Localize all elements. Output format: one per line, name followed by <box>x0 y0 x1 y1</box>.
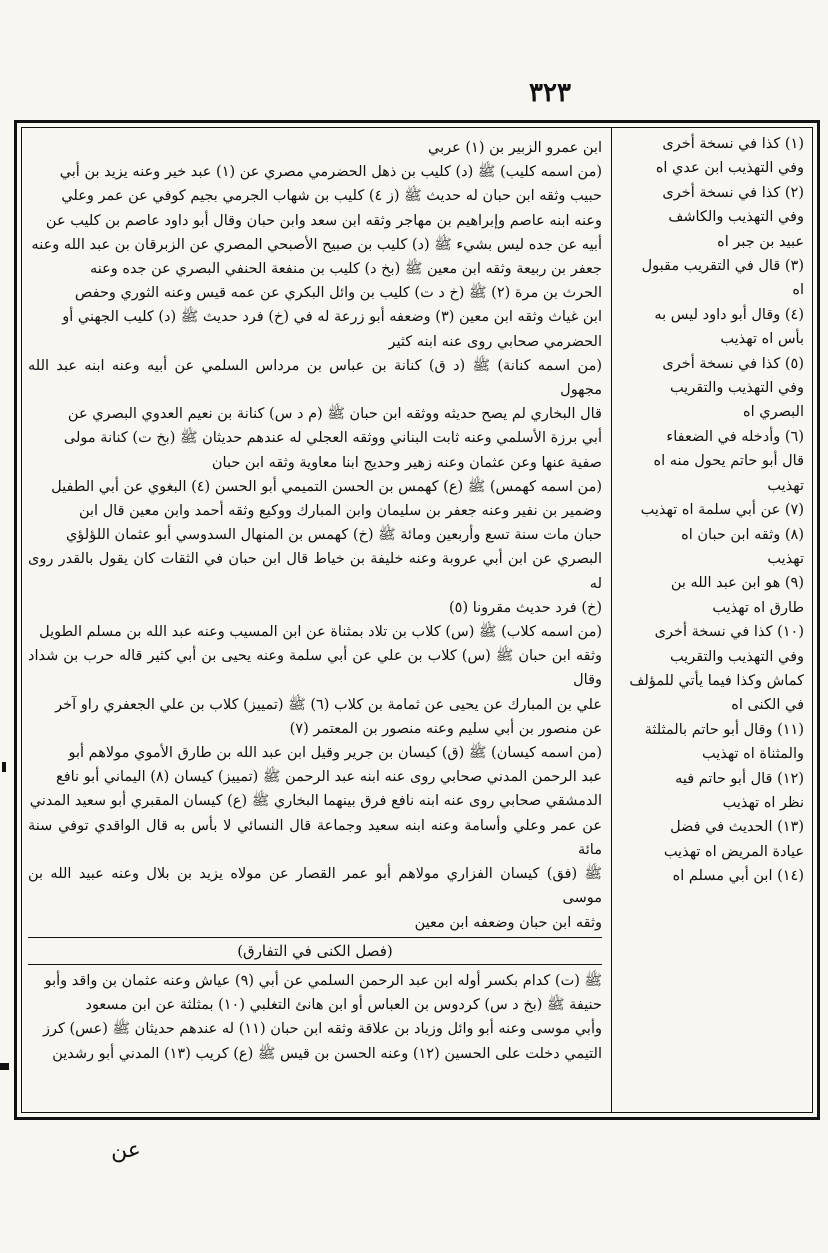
text-line: ﷺ (فق) كيسان الفزاري مولاهم أبو عمر القصار عن مولاه يزيد بن بلال وعنه عبيد الله بن موسى <box>28 866 602 907</box>
text-line: أبيه عن جده ليس بشيء ﷺ (د) كليب بن صبيح الأصبحي المصري عن الزبرقان بن عبد الله وعنه <box>31 236 602 253</box>
footnote: البصري اه <box>743 404 804 421</box>
footnote: (١٠) كذا في نسخة أخرى <box>654 624 804 641</box>
text-line: وعنه ابنه عاصم وإبراهيم بن مهاجر وثقه ابن سعد وابن حبان وقال أبو داود عاصم بن كليب عن <box>45 212 602 229</box>
text-line: حبيب وثقه ابن حبان له حديث ﷺ (ز ٤) كليب بن شهاب الجرمي بجيم كوفي عن عمر وعلي <box>61 188 602 205</box>
column-divider <box>611 128 612 1112</box>
footnote: قال أبو حاتم يحول منه اه <box>653 453 804 470</box>
page-frame <box>14 120 820 1120</box>
text-line: (من اسمه كهمس) ﷺ (ع) كهمس بن الحسن التميمي أبو الحسن (٤) البغوي عن أبي الطفيل <box>51 478 602 495</box>
footnote: (٤) وقال أبو داود ليس به <box>654 306 804 323</box>
text-line: وضمير بن نفير وعنه جعفر بن سليمان وابن المبارك ووكيع وثقه أحمد وابن معين قال ابن <box>78 503 602 520</box>
scan-edge-mark <box>0 1063 9 1070</box>
footnote: اه <box>792 282 804 299</box>
text-line: عبد الرحمن المدني صحابي روى عنه ابنه عبد الرحمن ﷺ (تمييز) كيسان (٨) اليماني أبو نافع <box>55 769 602 786</box>
footnote: تهذيب <box>767 550 804 567</box>
text-line: عن عمر وعلي وأسامة وعنه ابنه سعيد وجماعة قال النسائي لا بأس به قال الواقدي توفي سنة مائة <box>28 817 602 858</box>
footnote: (٦) وأدخله في الضعفاء <box>666 428 804 445</box>
footnote: (٨) وثقه ابن حبان اه <box>681 526 804 543</box>
footnote: (١٣) الحديث في فضل <box>670 819 804 836</box>
text-line: حبان مات سنة تسع وأربعين ومائة ﷺ (خ) كهمس بن المنهال السدوسي أبو عثمان اللؤلؤي <box>65 527 602 544</box>
footnote: وفي التهذيب والكاشف <box>668 209 804 226</box>
text-line: التيمي دخلت على الحسين (١٢) وعنه الحسن بن قيس ﷺ (ع) كريب (١٣) المدني أبو رشدين <box>52 1045 602 1062</box>
footnote: والمثناة اه تهذيب <box>701 746 804 763</box>
footnote: وفي التهذيب والتقريب <box>669 648 804 665</box>
text-line: وثقه ابن حبان وضعفه ابن معين <box>414 914 602 931</box>
text-line: (من اسمه كيسان) ﷺ (ق) كيسان بن جرير وقيل ابن عبد الله بن طارق الأموي مولاهم أبو <box>68 745 602 762</box>
footnote: نظر اه تهذيب <box>722 794 804 811</box>
footnote: عبيد بن جبر اه <box>717 233 804 250</box>
text-line: (من اسمه كنانة) ﷺ (د ق) كنانة بن عباس بن مرداس السلمي عن أبيه وعنه ابنه عبد الله مجهول <box>28 357 602 399</box>
text-line: ابن عمرو الزبير بن (١) عربي <box>427 140 602 156</box>
footnote: تهذيب <box>767 477 804 494</box>
text-line: صفية عنها وعن عثمان وعنه زهير وحديج ابنا معاوية وثقه ابن حبان <box>211 454 602 471</box>
footnote: (٩) هو ابن عبد الله بن <box>670 575 804 592</box>
section-heading: (فصل الكنى في التفارق) <box>28 937 602 965</box>
text-line: (من اسمه كليب) ﷺ (د) كليب بن ذهل الحضرمي مصري عن (١) عبد خير وعنه يزيد بن أبي <box>59 164 602 181</box>
text-line: (خ) فرد حديث مقرونا (٥) <box>448 599 602 616</box>
scan-edge-mark <box>2 762 6 772</box>
text-line: الحضرمي صحابي روى عنه ابنه كثير <box>388 333 602 350</box>
footnote: كماش وكذا فيما يأتي للمؤلف <box>629 672 804 689</box>
footnote: في الكنى اه <box>731 697 804 714</box>
footnote: (٥) كذا في نسخة أخرى <box>662 355 804 372</box>
text-line: علي بن المبارك عن يحيى عن ثمامة بن كلاب (٦) ﷺ (تمييز) كلاب بن علي الجعفري راو آخر <box>55 696 602 713</box>
text-line: جعفر بن ربيعة وثقه ابن معين ﷺ (بخ د) كليب بن منفعة الحنفي البصري عن جده وعنه <box>89 261 602 278</box>
text-line: حنيفة ﷺ (بخ د س) كردوس بن العباس أو ابن هانئ التغلبي (١٠) بمثلثة عن ابن مسعود <box>85 997 602 1014</box>
footnote: (٧) عن أبي سلمة اه تهذيب <box>640 502 804 519</box>
page-number: ٣٢٣ <box>529 78 571 108</box>
footnote: عيادة المريض اه تهذيب <box>663 843 804 860</box>
text-line: ابن غياث وثقه ابن معين (٣) وضعفه أبو زرعة له في (خ) فرد حديث ﷺ (د) كليب الجهني أو <box>62 309 602 326</box>
text-line: ﷺ (ت) كدام بكسر أوله ابن عبد الرحمن السلمي عن أبي (٩) عياش وعنه عثمان بن واقد وأبو <box>44 972 602 989</box>
text-line: (من اسمه كلاب) ﷺ (س) كلاب بن تلاد بمثناة عن ابن المسيب وعنه عبد الله بن مسلم الطويل <box>39 624 602 641</box>
text-line: وأبي موسى وعنه أبو وائل وزياد بن علاقة وثقه ابن حبان (١١) له عندهم حديثان ﷺ (عس) كرز <box>42 1021 602 1038</box>
footnote: بأس اه تهذيب <box>720 331 804 348</box>
text-line: أبي برزة الأسلمي وعنه ثابت البناني ووثقه العجلي له عندهم حديثان ﷺ (بخ ت) كنانة مولى <box>63 430 602 447</box>
footnote: (١٤) ابن أبي مسلم اه <box>672 868 804 885</box>
footnote: طارق اه تهذيب <box>712 599 804 616</box>
page-frame-inner <box>21 127 813 1113</box>
footnote: (١١) وقال أبو حاتم بالمثلثة <box>644 721 804 738</box>
catchword: عن <box>111 1138 141 1163</box>
text-line: قال البخاري لم يصح حديثه ووثقه ابن حبان ﷺ (م د س) كنانة بن نعيم العدوي البصري عن <box>67 406 602 423</box>
main-text-column <box>22 128 610 1112</box>
text-line: البصري عن ابن أبي عروبة وعنه خليفة بن خياط قال ابن حبان في الثقات كان يقول بالقدر روى له <box>28 551 602 592</box>
footnote: وفي التهذيب والتقريب <box>669 380 804 397</box>
footnote: وفي التهذيب ابن عدي اه <box>655 160 804 177</box>
text-line: وثقه ابن حبان ﷺ (س) كلاب بن علي عن أبي سلمة وعنه يحيى بن أبي كثير قاله حرب بن شداد وقال <box>28 648 602 689</box>
text-line: عن منصور بن أبي سليم وعنه منصور بن المعتمر (٧) <box>289 720 602 737</box>
text-line: الدمشقي صحابي روى عنه ابنه نافع فرق بينهما البخاري ﷺ (ع) كيسان المقبري أبو سعيد المدني <box>29 793 602 810</box>
footnote: (١) كذا في نسخة أخرى <box>662 136 804 152</box>
footnotes-column <box>612 128 812 1112</box>
footnote: (٢) كذا في نسخة أخرى <box>662 184 804 201</box>
text-line: الحرث بن مرة (٢) ﷺ (خ د ت) كليب بن وائل البكري عن عمه قيس وعنه الثوري وحفص <box>74 285 602 302</box>
footnote: (٣) قال في التقريب مقبول <box>641 258 804 275</box>
footnote: (١٢) قال أبو حاتم فيه <box>675 770 804 787</box>
